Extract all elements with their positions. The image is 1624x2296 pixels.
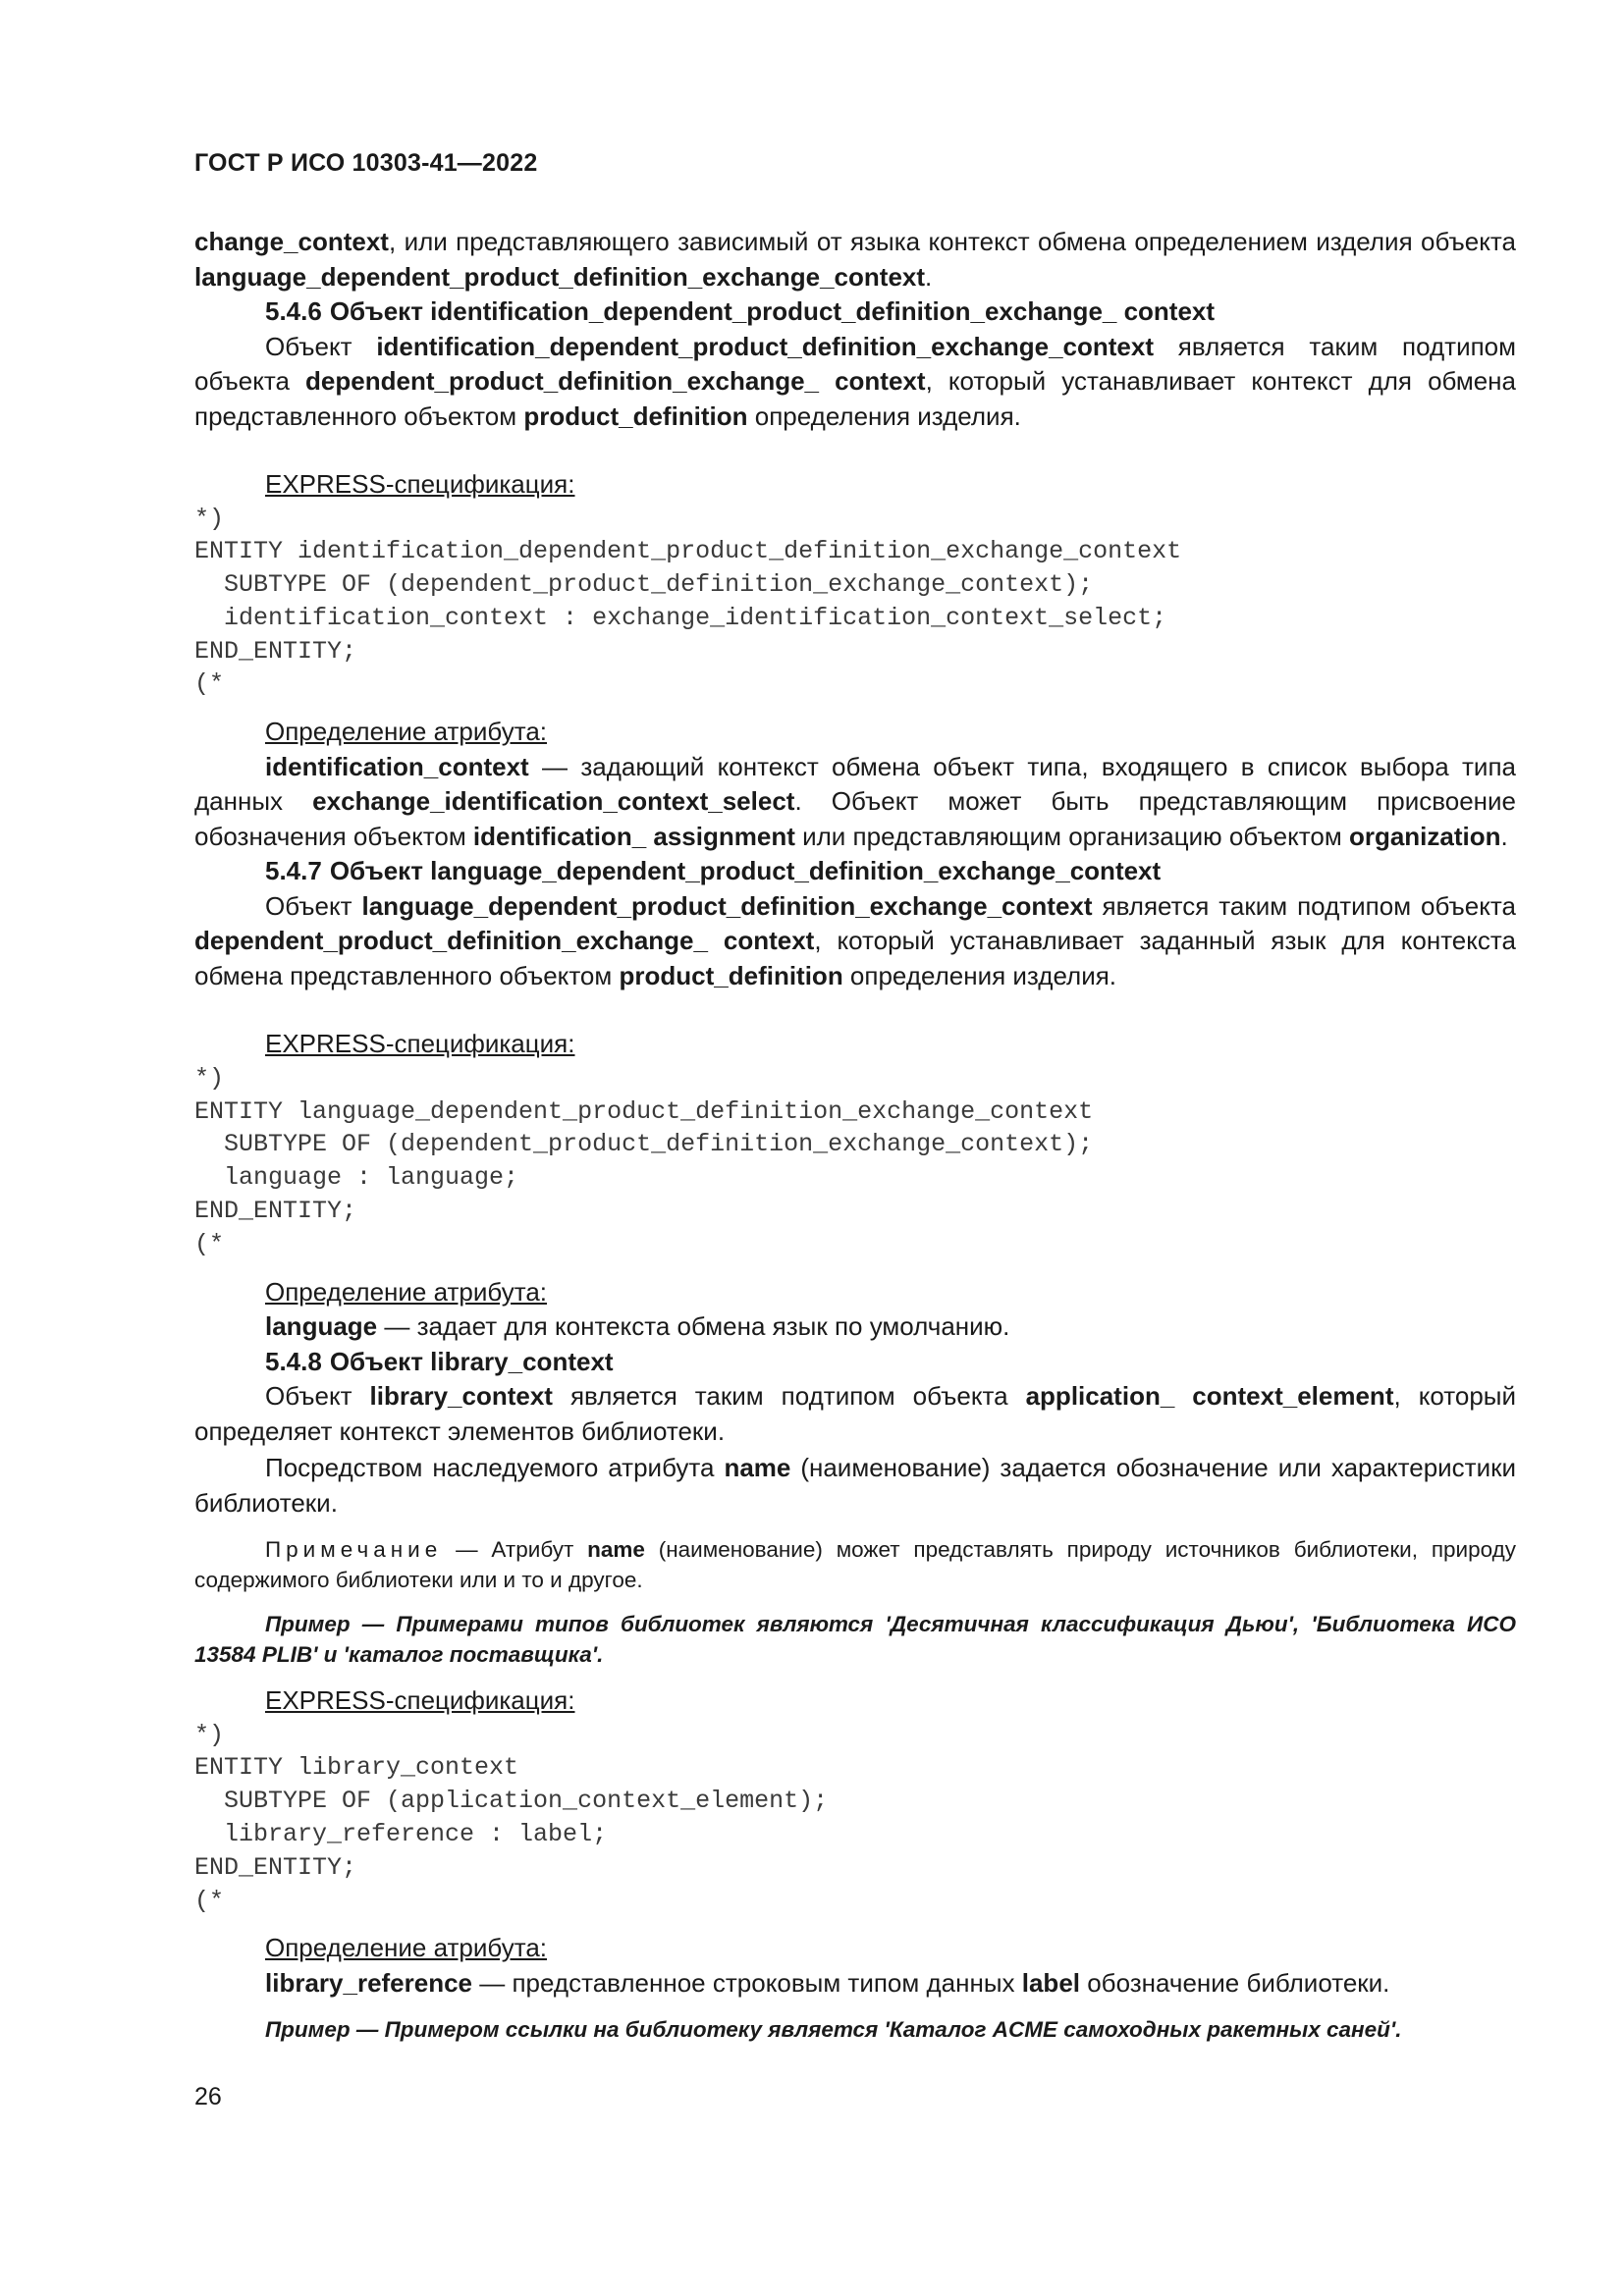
section-5-4-8-paragraph-1: Объект library_context является таким подтипом объекта application_ context_element, который определяет контекст элементов библиотеки. [194, 1381, 1517, 1446]
express-spec-label: EXPRESS-спецификация: [265, 1685, 575, 1716]
attribute-definition-paragraph: language — задает для контекста обмена язык по умолчанию. [265, 1311, 1010, 1342]
express-spec-label: EXPRESS-спецификация: [265, 469, 575, 499]
attribute-definition-label: Определение атрибута: [265, 1276, 548, 1307]
document-header: ГОСТ Р ИСО 10303-41—2022 [194, 149, 538, 177]
section-heading-5-4-7: 5.4.7 Объект language_dependent_product_definition_exchange_context [265, 856, 1162, 886]
attribute-definition-paragraph: library_reference — представленное строковым типом данных label обозначение библиотеки. [265, 1967, 1390, 1998]
section-5-4-6-paragraph: Объект identification_dependent_product_definition_exchange_context является таким подтипом объекта dependent_product_definition_exchange_ context, который устанавливает контекст для обмена представленного объектом product_definition определения изделия. [194, 331, 1517, 431]
section-5-4-7-paragraph: Объект language_dependent_product_definition_exchange_context является таким подтипом объекта dependent_product_definition_exchange_ context, который устанавливает заданный язык для контекста обмена представленного объектом product_definition определения изделия. [194, 890, 1517, 990]
express-code-block: *) ENTITY language_dependent_product_definition_exchange_context SUBTYPE OF (dependent_product_definition_exchange_context); language : language; END_ENTITY; (* [194, 1063, 1094, 1258]
attribute-definition-label: Определение атрибута: [265, 717, 548, 747]
attribute-definition-paragraph: identification_context — задающий контекст обмена объект типа, входящего в список выбора типа данных exchange_identification_context_select. Объект может быть представляющим присвоение обозначения объектом identification_ assignment или представляющим организацию объектом organization. [194, 751, 1516, 851]
note-paragraph: Примечание — Атрибут name (наименование) может представлять природу источников библиотеки, природу содержимого библиотеки или и то и другое. [194, 1537, 1516, 1593]
example-paragraph: Пример — Примером ссылки на библиотеку является 'Каталог ACME самоходных ракетных саней'. [265, 2017, 1402, 2043]
intro-paragraph: change_context, или представляющего зависимый от языка контекст обмена определением изделия объекта language_dependent_product_definition_exchange_context. [194, 227, 1516, 292]
page-content [194, 225, 1516, 2045]
express-spec-label: EXPRESS-спецификация: [265, 1029, 575, 1059]
express-code-block: *) ENTITY identification_dependent_product_definition_exchange_context SUBTYPE OF (dependent_product_definition_exchange_context); identification_context : exchange_identification_context_select; END_ENTITY; (* [194, 504, 1182, 699]
section-heading-5-4-6: 5.4.6 Объект identification_dependent_product_definition_exchange_ context [265, 296, 1216, 326]
example-paragraph: Пример — Примерами типов библиотек являются 'Десятичная классификация Дьюи', 'Библиотека ИСО 13584 PLIB' и 'каталог поставщика'. [194, 1612, 1516, 1668]
section-5-4-8-paragraph-2: Посредством наследуемого атрибута name (наименование) задается обозначение или характеристики библиотеки. [194, 1453, 1517, 1518]
section-heading-5-4-8: 5.4.8 Объект library_context [265, 1346, 614, 1376]
page-number: 26 [194, 2083, 222, 2110]
express-code-block: *) ENTITY library_context SUBTYPE OF (application_context_element); library_reference : label; END_ENTITY; (* [194, 1720, 829, 1915]
attribute-definition-label: Определение атрибута: [265, 1933, 548, 1963]
